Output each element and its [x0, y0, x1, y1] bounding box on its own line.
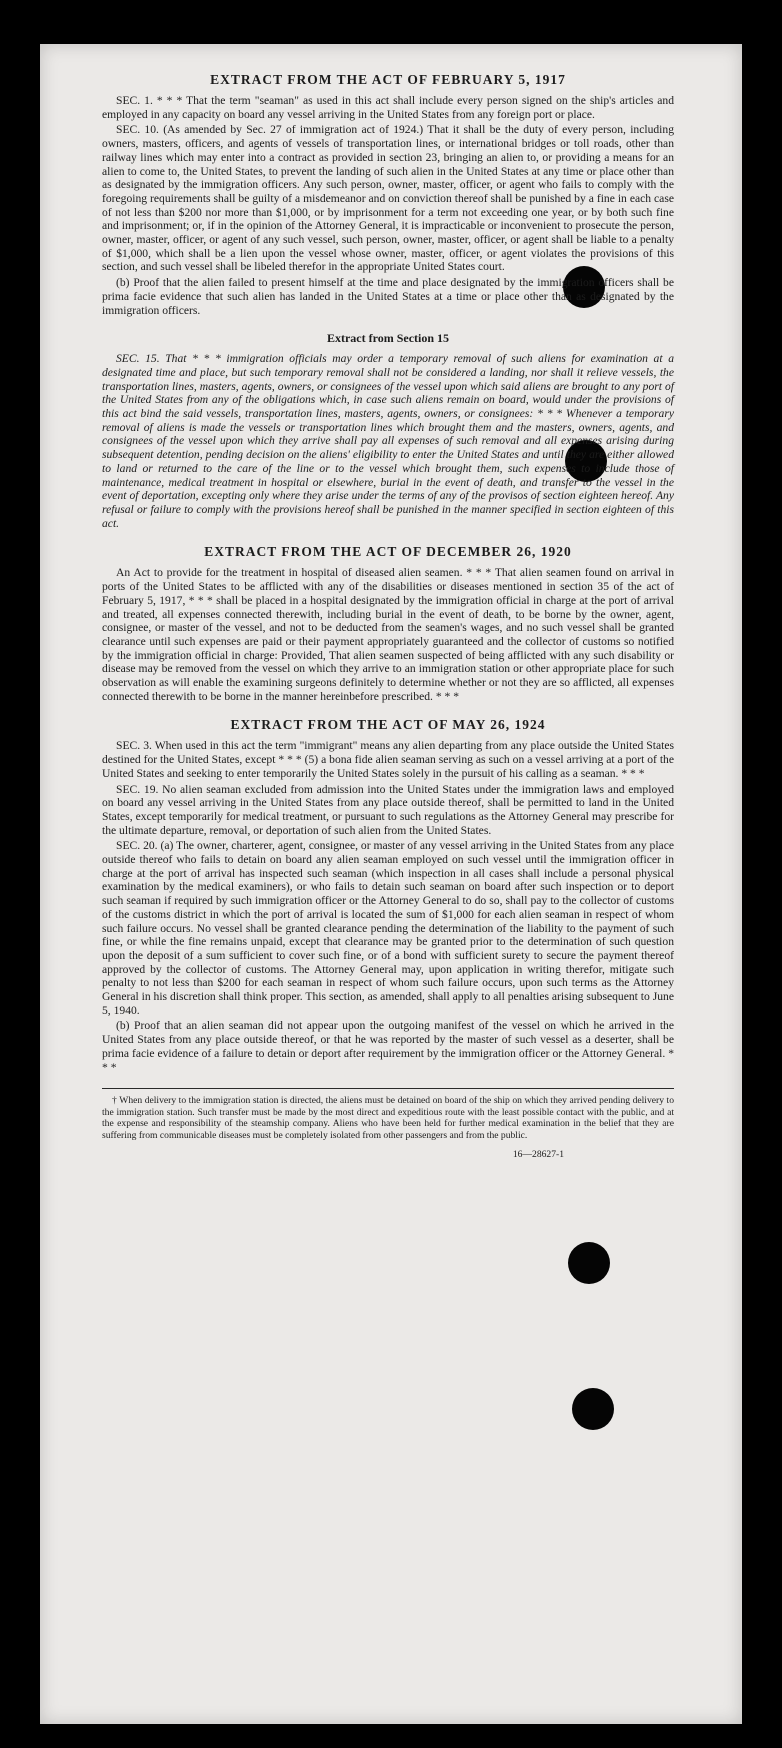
section-title: EXTRACT FROM THE ACT OF FEBRUARY 5, 1917 — [210, 72, 566, 87]
paragraph: (b) Proof that an alien seaman did not appear upon the outgoing manifest of the vessel on which he arrived in the United States from any place outside thereof, or that he was reported by the master of such vessel as a deserter, shall be prima facie evidence of a failure to detain or deport after requirement by the immigration officer or the Attorney General. * * * — [102, 1019, 674, 1074]
section-act-1917 — [102, 72, 674, 317]
section-title: EXTRACT FROM THE ACT OF MAY 26, 1924 — [230, 717, 546, 733]
section-act-1920 — [102, 544, 674, 703]
section-15 — [102, 331, 674, 530]
section-act-1924 — [102, 717, 674, 1074]
paragraph: SEC. 1. * * * That the term "seaman" as used in this act shall include every person signed on the ship's articles and employed in any capacity on board any vessel arriving in the United States from any foreign port or place. — [102, 94, 674, 121]
punch-hole — [572, 1388, 614, 1430]
document-text — [102, 72, 674, 1160]
paragraph: SEC. 20. (a) The owner, charterer, agent, consignee, or master of any vessel arriving in the United States from any place outside thereof who fails to detain on board any alien seaman employed on such vessel until the immigration officer in charge at the port of arrival has inspected such seaman (which inspection in all cases shall include a personal physical examination by the medical examiners), or who fails to detain such seaman on board after such inspection or to deport such seaman if required by such immigration officer or the Attorney General to do so, shall pay to the collector of customs of the customs district in which the port of arrival is located the sum of $1,000 for each alien seaman in respect of whom such failure occurs. No vessel shall be granted clearance pending the determination of the liability to the payment of such fine, or while the fine remains unpaid, except that clearance may be granted prior to the determination of such question upon the deposit of a sum sufficient to cover such fine, or of a bond with sufficient surety to secure the payment thereof approved by the collector of customs. The Attorney General may, upon application in writing therefor, mitigate such penalty to not less than $200 for each seaman in respect of whom such failure occurs, upon such terms as the Attorney General in his discretion shall think proper. This section, as amended, shall apply to all penalties arising subsequent to June 5, 1940. — [102, 839, 674, 1017]
punch-hole — [568, 1242, 610, 1284]
paragraph: SEC. 15. That * * * immigration officials may order a temporary removal of such aliens for examination at a designated time and place, but such temporary removal shall not be considered a landing, nor shall it relieve vessels, the transportation lines, masters, agents, owners, or consignees of the vessel upon which said aliens are brought to any port of the United States from any of the obligations which, in case such aliens remain on board, would under the provisions of this act bind the said vessels, transportation lines, masters, agents, owners, or consignees: * * * Whenever a temporary removal of aliens is made the vessels or transportation lines which brought them and the masters, owners, agents, and consignees of the vessel upon which they arrive shall pay all expenses of such removal and all expenses arising during subsequent detention, pending decision on the aliens' eligibility to enter the United States and until they are either allowed to land or returned to the care of the line or to the vessel which brought them, such expenses to include those of maintenance, medical treatment in hospital or elsewhere, burial in the event of death, and transfer to the vessel in the event of deportation, excepting only where they arise under the terms of any of the provisos of section eighteen hereof. Any refusal or failure to comply with the provisions hereof shall be punished in the manner specified in section eighteen of this act. — [102, 352, 674, 530]
section-title: Extract from Section 15 — [326, 331, 450, 346]
paragraph: SEC. 3. When used in this act the term "immigrant" means any alien departing from any place outside the United States destined for the United States, except * * * (5) a bona fide alien seaman serving as such on a vessel arriving at a port of the United States and seeking to enter temporarily the United States solely in the pursuit of his calling as a seaman. * * * — [102, 739, 674, 780]
paragraph: SEC. 19. No alien seaman excluded from admission into the United States under the immigration laws and employed on board any vessel arriving in the United States from any place outside thereof, shall be permitted to land in the United States, except temporarily for medical treatment, or pursuant to such regulations as the Attorney General may prescribe for the ultimate departure, removal, or deportation of such alien from the United States. — [102, 782, 674, 837]
footnote-divider — [102, 1088, 674, 1089]
paragraph: SEC. 10. (As amended by Sec. 27 of immigration act of 1924.) That it shall be the duty of every person, including owners, masters, officers, and agents of vessels of transportation lines, or international bridges or toll roads, other than railway lines which may enter into a contract as provided in section 23, bringing an alien to, or providing a means for an alien to come to, the United States, to prevent the landing of such alien in the United States at any time or place other than as designated by the immigration officers. Any such person, owner, master, officer, or agent who fails to comply with the foregoing requirements shall be guilty of a misdemeanor and on conviction thereof shall be punished by a fine in each case of not less than $200 nor more than $1,000, or by imprisonment for a term not exceeding one year, or by both such fine and imprisonment; or, if in the opinion of the Attorney General, it is impracticable or inconvenient to prosecute the person, owner, master, officer, or agent of any such vessel, such person, owner, master, officer, or agent shall be liable to a penalty of $1,000, which shall be a lien upon the vessel whose owner, master, officer, or agent violates the provisions of this section, and such vessel shall be libeled therefor in the appropriate United States court. — [102, 123, 674, 274]
form-number: 16—28627-1 — [512, 1149, 564, 1161]
paragraph: An Act to provide for the treatment in hospital of diseased alien seamen. * * * That alien seamen found on arrival in ports of the United States to be afflicted with any of the disabilities or diseases mentioned in section 35 of the act of February 5, 1917, * * * shall be placed in a hospital designated by the immigration official in charge at the port of arrival and treated, all expenses connected therewith, including burial in the event of death, to be borne by the owner, agent, consignee, or master of the vessel, and not to be deducted from the seamen's wages, and no such vessel shall be granted clearance until such expenses are paid or their payment appropriately guaranteed and the collector of customs so notified by the immigration official in charge: Provided, That alien seamen suspected of being afflicted with any such disability or disease may be removed from the vessel on which they arrive to an immigration station or other appropriate place for such observation as will enable the examining surgeons definitely to determine whether or not they are so afflicted, all expenses connected therewith to be borne in the manner hereinbefore prescribed. * * * — [102, 566, 674, 703]
section-title: EXTRACT FROM THE ACT OF DECEMBER 26, 1920 — [204, 544, 572, 560]
paragraph: (b) Proof that the alien failed to present himself at the time and place designated by the immigration officers shall be prima facie evidence that such alien has landed in the United States at a time or place other than as designated by the immigration officers. — [102, 276, 674, 317]
footnote: † When delivery to the immigration station is directed, the aliens must be detained on board of the ship on which they arrived pending delivery to the immigration station. Such transfer must be made by the most direct and expeditious route with the least possible contact with the public, and at the expense and responsibility of the steamship company. Aliens who have been held for further medical examination in the belief that they are suffering from communicable diseases must be completely isolated from other passengers and from the public. — [102, 1095, 674, 1141]
